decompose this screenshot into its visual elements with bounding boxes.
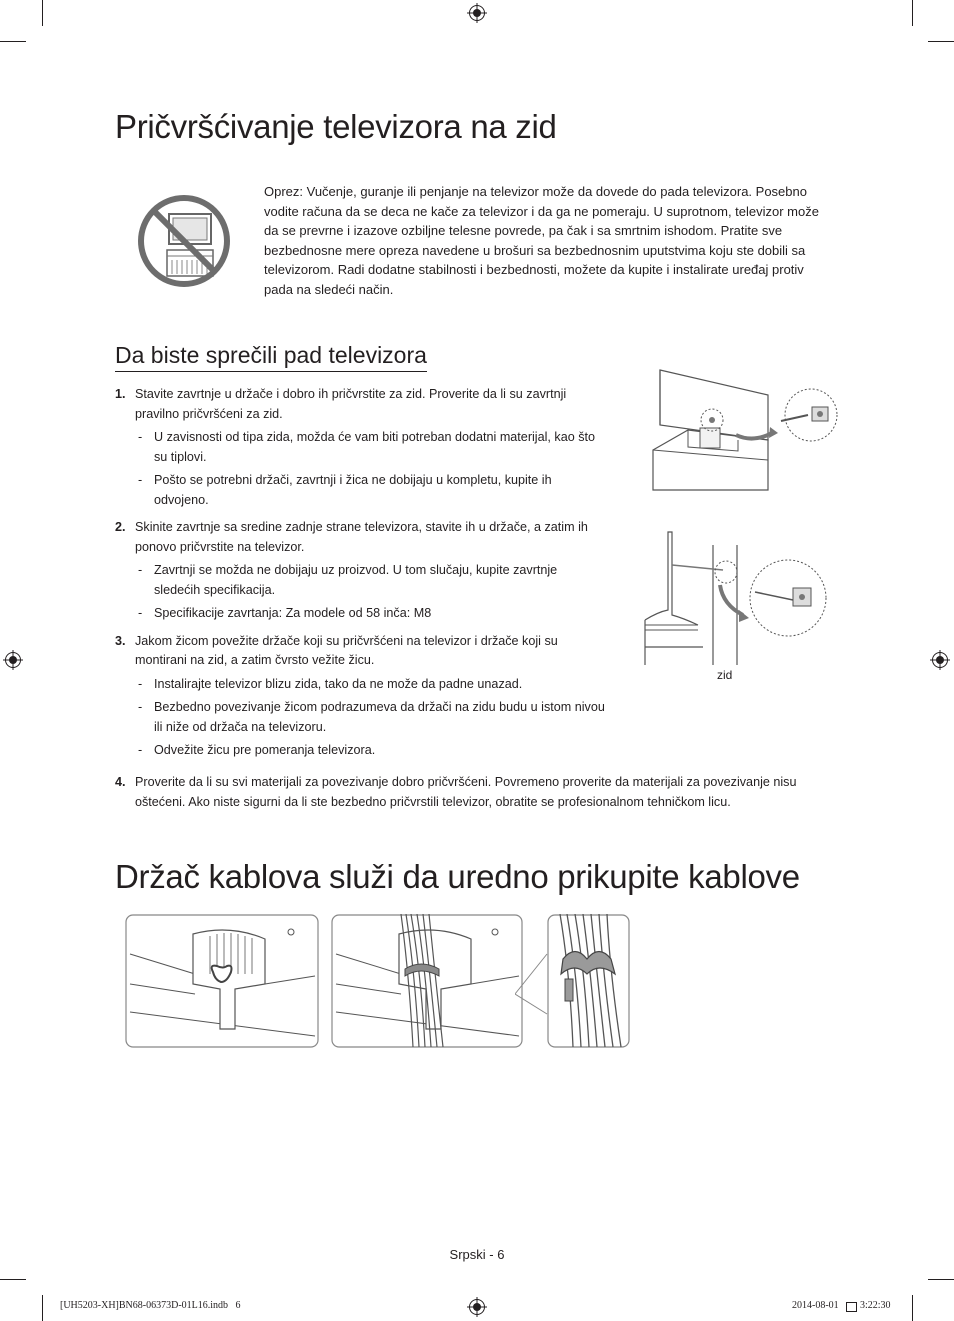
cable-holder-empty-illustration [125, 914, 319, 1048]
list-item [115, 385, 605, 510]
sub-item-text: Instalirajte televizor blizu zida, tako da ne može da padne unazad. [154, 676, 523, 691]
tv-wall-side-illustration [643, 530, 831, 665]
wall-label: zid [717, 668, 733, 682]
crop-mark [42, 0, 43, 26]
step-text: Stavite zavrtnje u držače i dobro ih pričvrstite za zid. Proverite da li su zavrtnji pravilno pričvršćeni za zid. [135, 387, 567, 421]
crop-mark [928, 1279, 954, 1280]
sub-item: - Odvežite žicu pre pomeranja televizora. [138, 743, 376, 757]
list-item [115, 632, 605, 761]
crop-mark [928, 41, 954, 42]
registration-mark-icon [467, 3, 487, 23]
sub-item: - U zavisnosti od tipa zida, možda će vam biti potreban dodatni materijal, kao što su tiplovi. [138, 430, 596, 464]
file-slug: [UH5203-XH]BN68-06373D-01L16.indb 6 [60, 1300, 241, 1311]
registration-mark-icon [3, 650, 23, 670]
sub-item-text: Zavrtnji se možda ne dobijaju uz proizvod. U tom slučaju, kupite zavrtnje sledećih specifikacija. [154, 563, 558, 597]
sub-item-text: U zavisnosti od tipa zida, možda će vam biti potreban dodatni materijal, kao što su tiplovi. [154, 430, 596, 464]
subsection-title-prevent-fall: Da biste sprečili pad televizora [115, 342, 427, 372]
crop-mark [912, 1295, 913, 1321]
step-text: Proverite da li su svi materijali za povezivanje dobro pričvršćeni. Povremeno proverite da materijali za povezivanje nisu oštećeni. Ako niste sigurni da li ste bezbedno pričvrstili televizor, obratite se profesionalnom tehničkom licu. [135, 775, 797, 809]
registration-mark-icon [467, 1297, 487, 1317]
section-title-wall-mount: Pričvršćivanje televizora na zid [115, 108, 557, 145]
section-title-cable-holder: Držač kablova služi da uredno prikupite kablove [115, 858, 800, 895]
crop-mark [0, 41, 26, 42]
step-text: Jakom žicom povežite držače koji su pričvršćeni na televizor i držače koji su montirani na zid, a zatim čvrsto vežite žicu. [135, 633, 558, 667]
sub-item-text: Odvežite žicu pre pomeranja televizora. [154, 743, 376, 757]
cable-holder-with-cables-illustration [331, 914, 523, 1048]
sub-item: - Specifikacije zavrtanja: Za modele od 58 inča: M8 [138, 606, 432, 620]
warning-text: Oprez: Vučenje, guranje ili penjanje na televizor može da dovede do pada televizora. Posebno vodite računa da se deca ne kače za televizor i da ga ne pomeraju. U suprotnom, televizor može da se prevrne i izazove ozbiljne telesne povrede, pa čak i sa smrtnim ishodom. Pratite sve bezbednosne mere opreza navedene u brošuri sa bezbednosnim uputstvima koju ste dobili sa televizorom. Radi dodatne stabilnosti i bezbednosti, možete da kupite i instalirate uređaj protiv pada na sledeći način. [264, 184, 819, 297]
sub-item-text: Pošto se potrebni držači, zavrtnji i žica ne dobijaju u kompletu, kupite ih odvojeno. [154, 473, 552, 507]
sub-item-text: Bezbedno povezivanje žicom podrazumeva da držači na zidu budu u istom nivou ili niže od držača na televizoru. [154, 700, 605, 734]
no-climbing-warning-icon [137, 194, 233, 290]
sub-item: - Pošto se potrebni držači, zavrtnji i žica ne dobijaju u kompletu, kupite ih odvojeno. [138, 473, 552, 507]
crop-mark [912, 0, 913, 26]
step-number: 2. [115, 520, 126, 534]
print-icon [846, 1302, 857, 1312]
list-item [115, 773, 815, 812]
sub-item-text: Specifikacije zavrtanja: Za modele od 58 inča: M8 [154, 606, 432, 620]
sub-item: - Bezbedno povezivanje žicom podrazumeva da držači na zidu budu u istom nivou ili niže od držača na televizoru. [138, 700, 605, 734]
instruction-list [115, 385, 605, 769]
tv-back-bracket-illustration [648, 365, 844, 505]
step-number: 3. [115, 633, 126, 648]
print-date: 2014-08-01 [792, 1300, 839, 1311]
cable-holder-detail-illustration [515, 914, 631, 1048]
step-text: Skinite zavrtnje sa sredine zadnje strane televizora, stavite ih u držače, a zatim ih ponovo pričvrstite na televizor. [135, 520, 588, 554]
step-number: 1. [115, 387, 126, 401]
list-item [115, 518, 605, 624]
step-number: 4. [115, 775, 126, 789]
sub-item: - Zavrtnji se možda ne dobijaju uz proizvod. U tom slučaju, kupite zavrtnje sledećih specifikacija. [138, 563, 558, 597]
registration-mark-icon [930, 650, 950, 670]
crop-mark [0, 1279, 26, 1280]
crop-mark [42, 1295, 43, 1321]
sub-item: - Instalirajte televizor blizu zida, tako da ne može da padne unazad. [138, 676, 523, 691]
print-time: 3:22:30 [860, 1300, 891, 1311]
page-number: Srpski - 6 [449, 1247, 505, 1262]
